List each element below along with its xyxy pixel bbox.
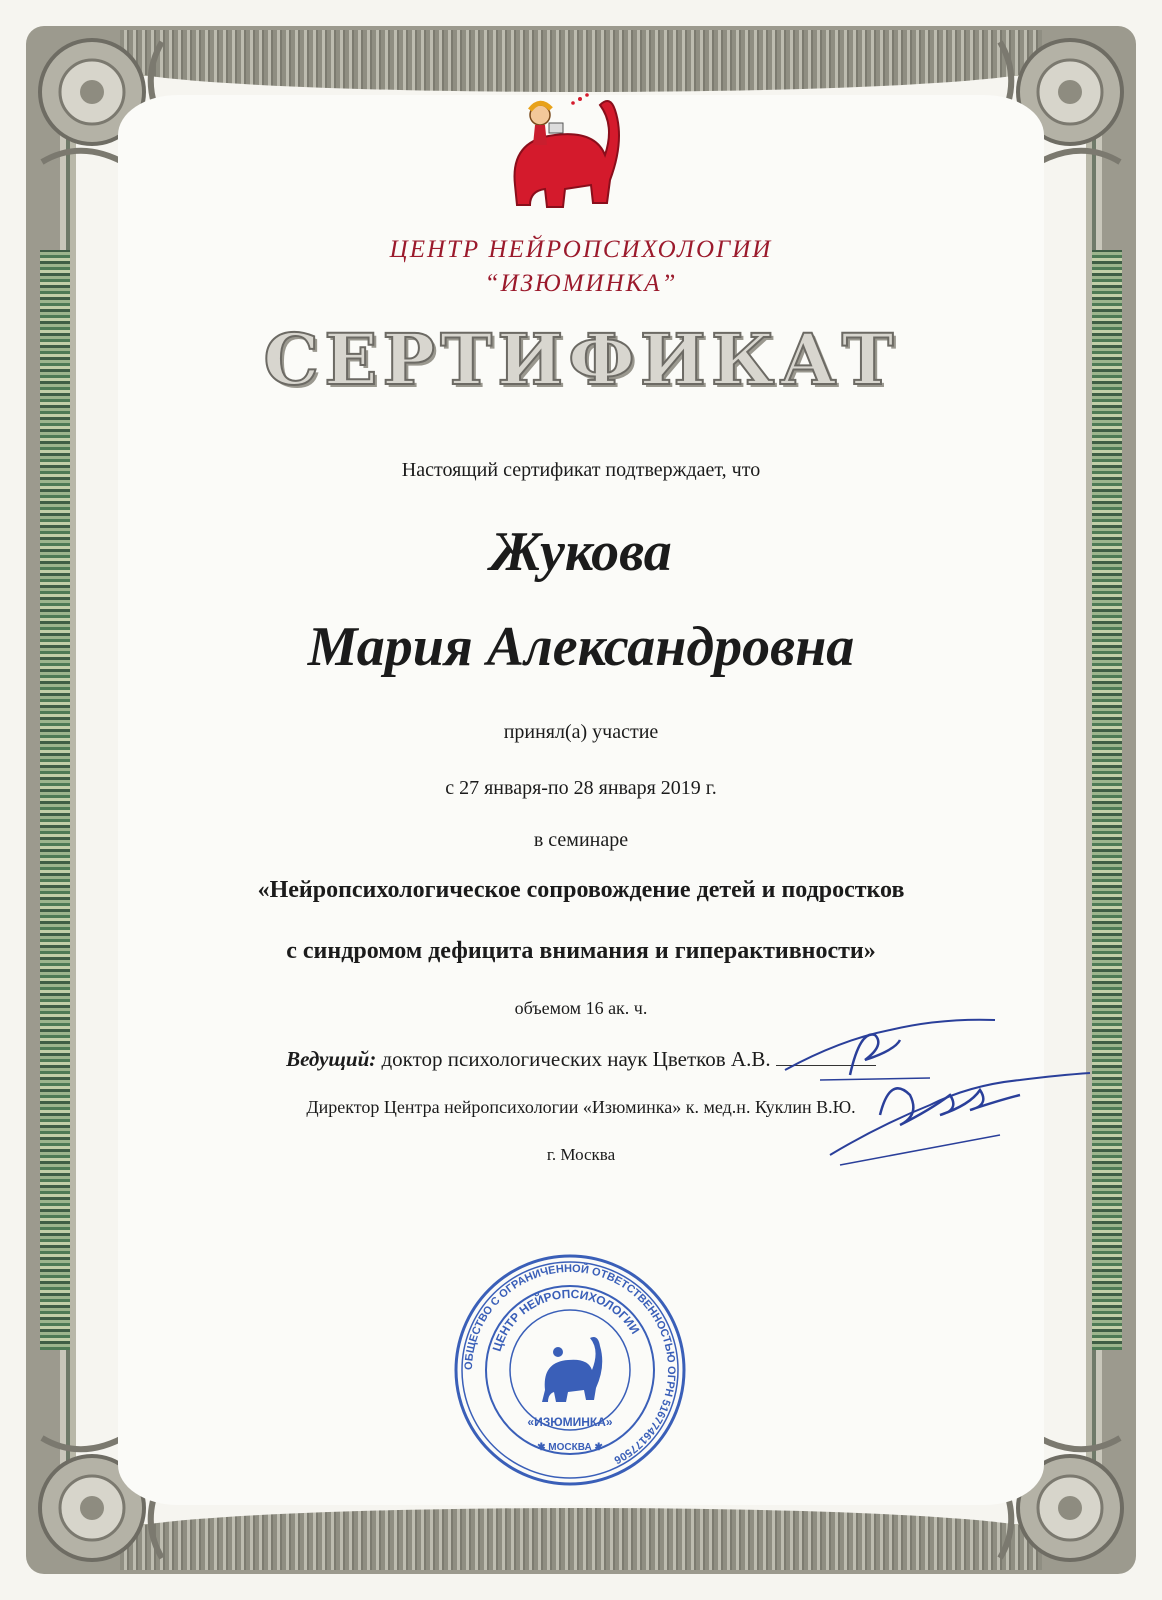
volume-hours: объемом 16 ак. ч. bbox=[514, 998, 648, 1018]
organization-name: ЦЕНТР НЕЙРОПСИХОЛОГИИ bbox=[389, 236, 773, 263]
organization-stamp bbox=[450, 1250, 690, 1490]
recipient-surname: Жукова bbox=[490, 521, 672, 583]
certificate-title: СЕРТИФИКАТ bbox=[263, 318, 899, 401]
stamp-name: «ИЗЮМИНКА» bbox=[527, 1415, 613, 1429]
event-dates: с 27 января-по 28 января 2019 г. bbox=[445, 777, 717, 799]
participation-text: принял(а) участие bbox=[503, 721, 659, 743]
seminar-title-line-2: с синдромом дефицита внимания и гиперактивности» bbox=[286, 938, 876, 964]
seminar-intro: в семинаре bbox=[533, 829, 629, 851]
city-text: г. Москва bbox=[546, 1145, 616, 1164]
director-signature-icon bbox=[820, 1055, 1100, 1175]
stamp-city: ✱ МОСКВА ✱ bbox=[537, 1442, 603, 1453]
lead-text: доктор психологических наук Цветков А.В. bbox=[381, 1047, 771, 1071]
director-line: Директор Центра нейропсихологии «Изюминка» к. мед.н. Куклин В.Ю. bbox=[306, 1097, 856, 1117]
intro-text: Настоящий сертификат подтверждает, что bbox=[401, 459, 761, 481]
stamp-inner-text: ЦЕНТР НЕЙРОПСИХОЛОГИИ bbox=[489, 1286, 643, 1354]
lead-label: Ведущий: bbox=[286, 1047, 377, 1071]
seminar-title-line-1: «Нейропсихологическое сопровождение детей и подростков bbox=[257, 877, 905, 903]
stamp-outer-text: ОБЩЕСТВО С ОГРАНИЧЕННОЙ ОТВЕТСТВЕННОСТЬЮ ОГРН 5167746177506 bbox=[462, 1262, 678, 1466]
elephant-logo-icon bbox=[485, 85, 635, 215]
organization-subtitle: “ИЗЮМИНКА” bbox=[484, 270, 678, 297]
recipient-name: Мария Александровна bbox=[307, 616, 855, 678]
